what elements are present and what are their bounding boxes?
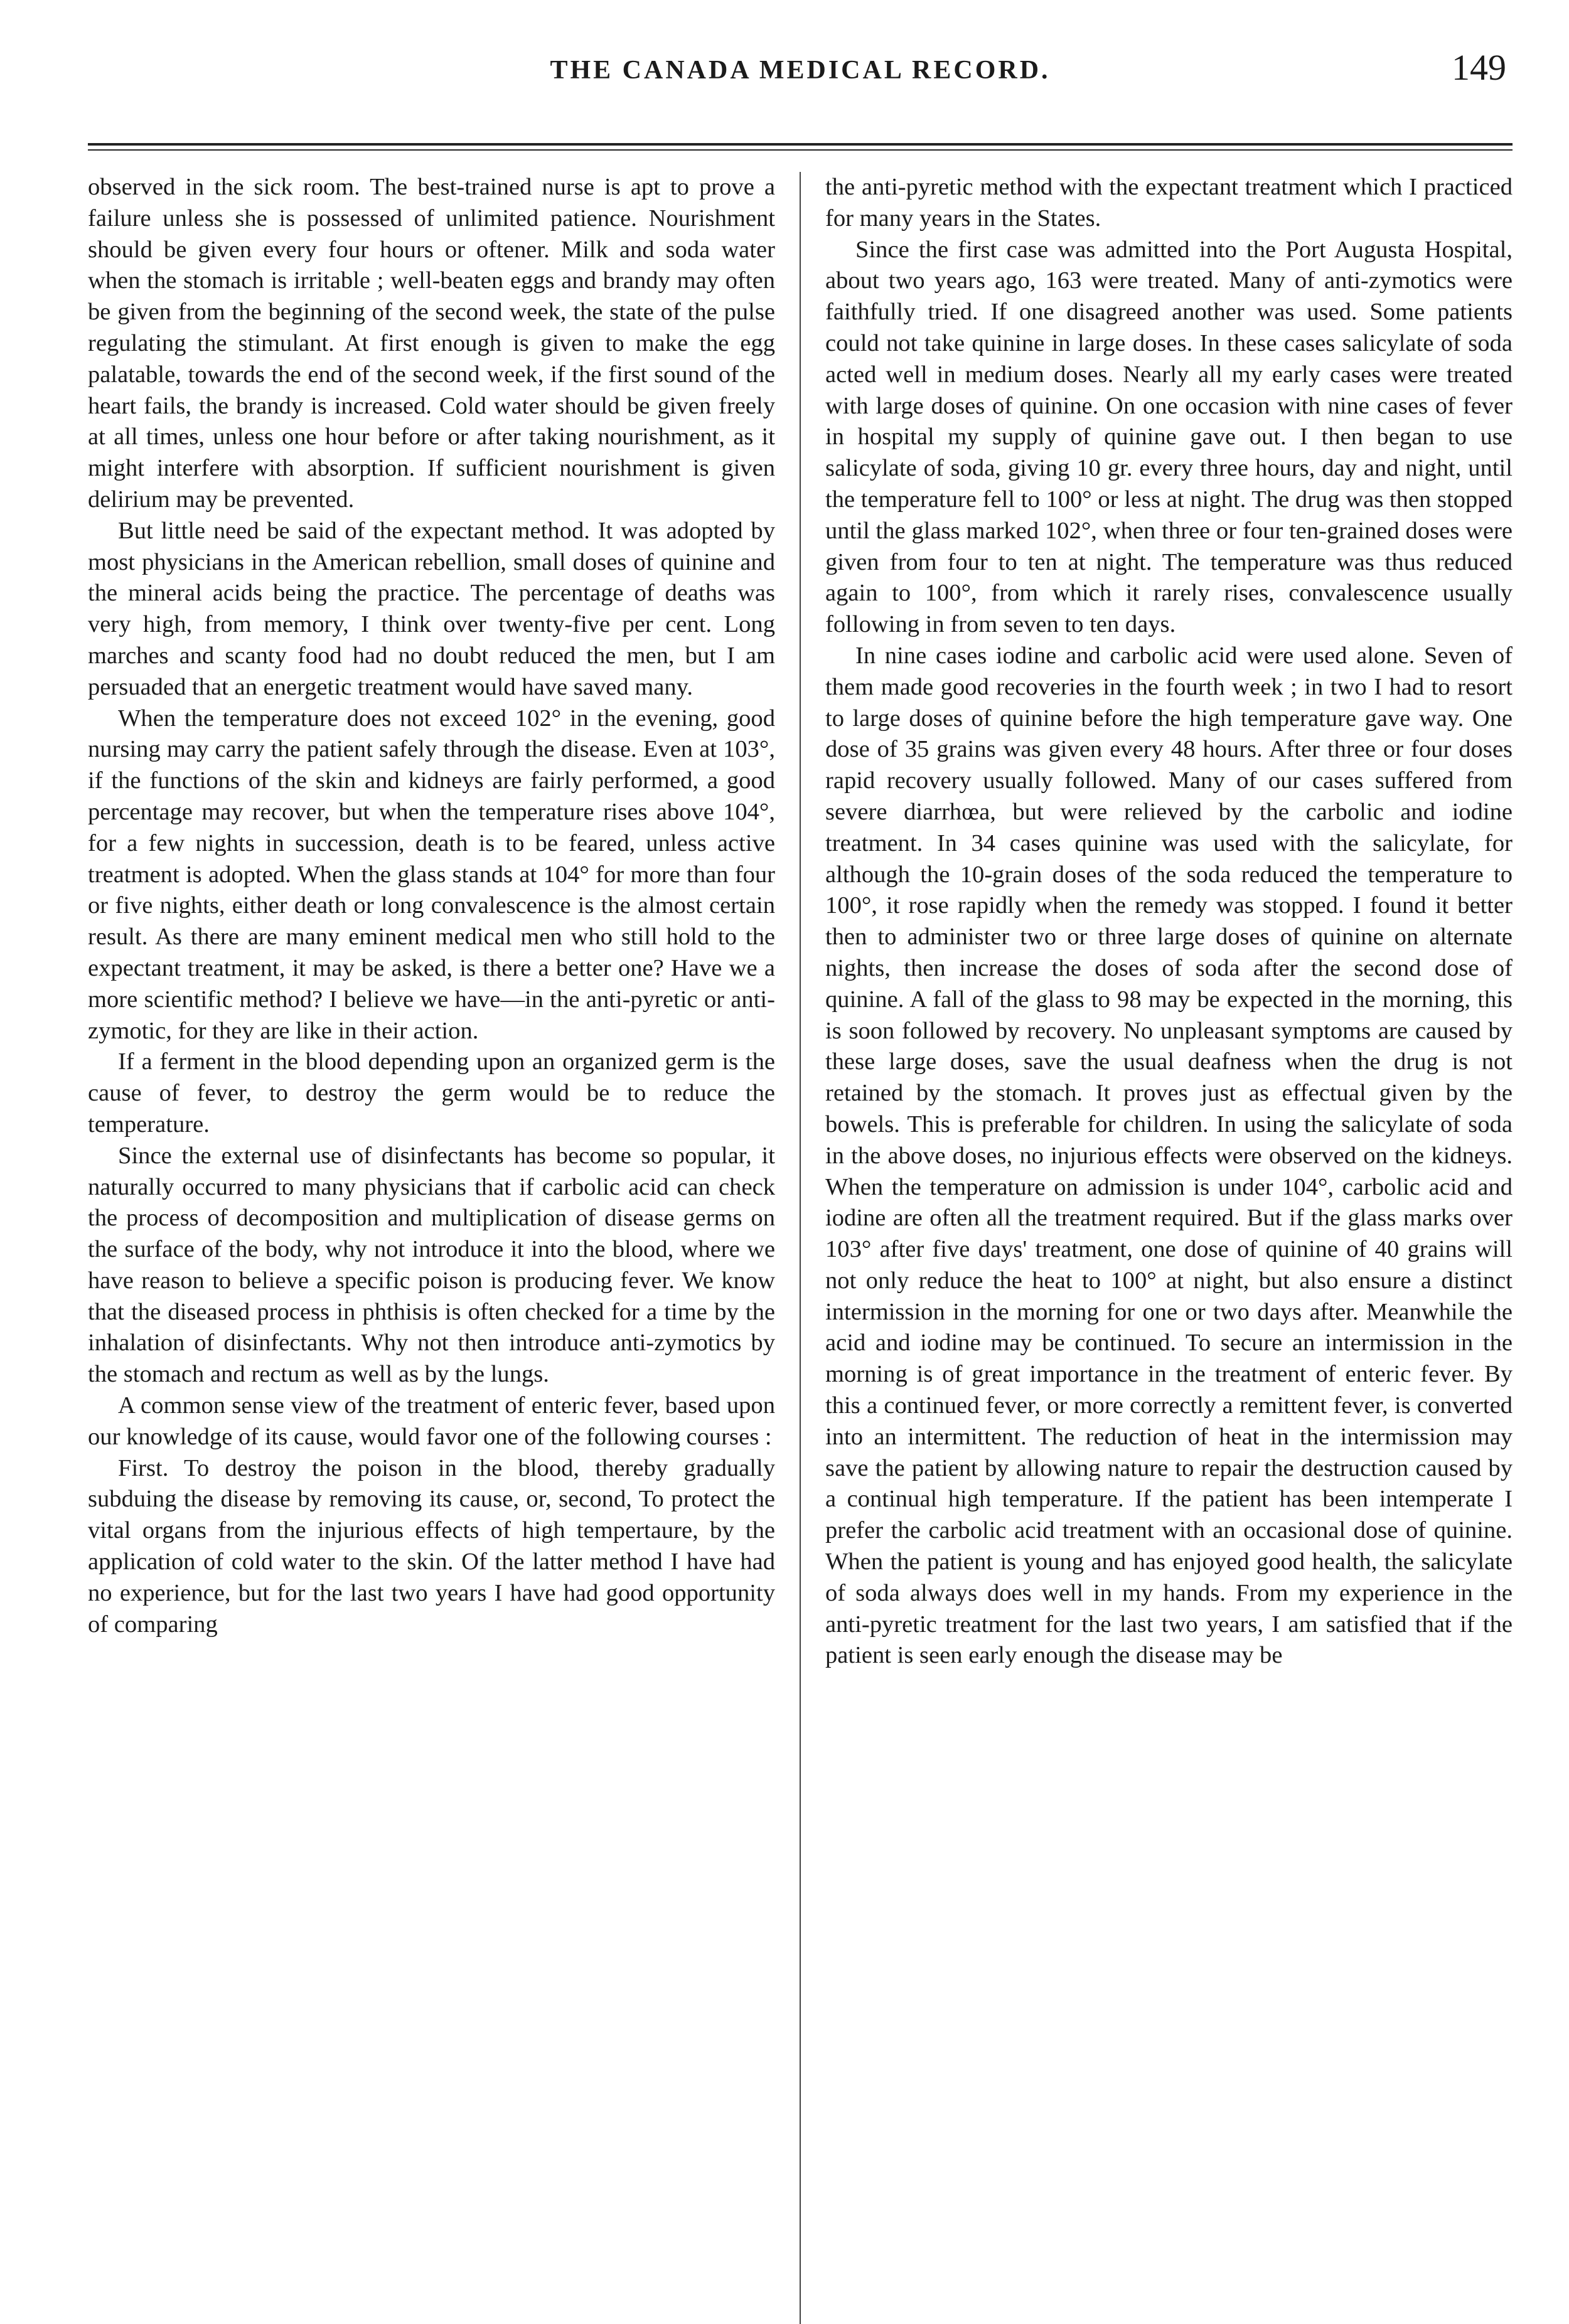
column-divider (800, 172, 801, 2324)
paragraph: If a ferment in the blood depending upon an organized germ is the cause of fever, to destroy the germ would be to reduce the temperature. (88, 1048, 775, 1138)
right-column (825, 172, 1513, 2324)
journal-title: THE CANADA MEDICAL RECORD. (550, 56, 1051, 85)
paragraph: In nine cases iodine and carbolic acid were used alone. Seven of them made good recoveries in the fourth week ; in two I had to resort to large doses of quinine before the high temperature gave way. One dose of 35 grains was given every 48 hours. After three or four doses rapid recovery usually followed. Many of our cases suffered from severe diarrhœa, but were relieved by the carbolic and iodine treatment. In 34 cases quinine was used with the salicylate, for although the 10-grain doses of the soda reduced the temperature to 100°, it rose rapidly when the remedy was stopped. I found it better then to administer two or three large doses of quinine on alternate nights, then increase the doses of soda after the second dose of quinine. A fall of the glass to 98 may be expected in the morning, this is soon followed by recovery. No unpleasant symptoms are caused by these large doses, save the usual deafness when the drug is not retained by the stomach. It proves just as effectual given by the bowels. This is preferable for children. In using the salicylate of soda in the above doses, no injurious effects were observed on the kidneys. When the temperature on admission is under 104°, carbolic acid and iodine are often all the treatment required. But if the glass marks over 103° after five days' treatment, one dose of quinine of 40 grains will not only reduce the heat to 100° at night, but also ensure a distinct intermission in the morning for one or two days after. Meanwhile the acid and iodine may be continued. To secure an intermission in the morning is of great importance in the treatment of enteric fever. By this a continued fever, or more correctly a remittent fever, is converted into an intermittent. The reduction of heat in the intermission may save the patient by allowing nature to repair the destruction caused by a continual high temperature. If the patient has been intemperate I prefer the carbolic acid treatment with an occasional dose of quinine. When the patient is young and has enjoyed good health, the salicylate of soda always does well in my hands. From my experience in the anti-pyretic treatment for the last two years, I am satisfied that if the patient is seen early enough the disease may be (825, 642, 1513, 1669)
left-column (88, 172, 775, 2324)
header-rule-thick (88, 143, 1513, 146)
paragraph: Since the external use of disinfectants has become so popular, it naturally occurred to many physicians that if carbolic acid can check the process of decomposition and multiplication of disease germs on the surface of the body, why not introduce it into the blood, where we have reason to believe a specific poison is producing fever. We know that the diseased process in phthisis is often checked for a time by the inhalation of disinfectants. Why not then introduce anti-zymotics by the stomach and rectum as well as by the lungs. (88, 1142, 775, 1388)
running-head (88, 38, 1513, 107)
paragraph: A common sense view of the treatment of enteric fever, based upon our knowledge of its cause, would favor one of the following courses : (88, 1392, 775, 1450)
paragraph: First. To destroy the poison in the blood, thereby gradually subduing the disease by removing its cause, or, second, To protect the vital organs from the injurious effects of high tempertaure, by the application of cold water to the skin. Of the latter method I have had no experience, but for the last two years I have had good opportunity of comparing (88, 1454, 775, 1638)
header-rule-thin (88, 149, 1513, 151)
paragraph: When the temperature does not exceed 102° in the evening, good nursing may carry the patient safely through the disease. Even at 103°, if the functions of the skin and kidneys are fairly performed, a good percentage may recover, but when the temperature rises above 104°, for a few nights in succession, death is to be feared, unless active treatment is adopted. When the glass stands at 104° for more than four or five nights, either death or long convalescence is the almost certain result. As there are many eminent medical men who still hold to the expectant treatment, it may be asked, is there a better one? Have we a more scientific method? I believe we have—in the anti-pyretic or anti-zymotic, for they are like in their action. (88, 705, 775, 1044)
paragraph: the anti-pyretic method with the expectant treatment which I practiced for many years in the States. (825, 174, 1513, 232)
paragraph: But little need be said of the expectant method. It was adopted by most physicians in the American rebellion, small doses of quinine and the mineral acids being the practice. The percentage of deaths was very high, from memory, I think over twenty-five per cent. Long marches and scanty food had no doubt reduced the men, but I am persuaded that an energetic treatment would have saved many. (88, 517, 775, 700)
paragraph: observed in the sick room. The best-trained nurse is apt to prove a failure unless she is possessed of unlimited patience. Nourishment should be given every four hours or oftener. Milk and soda water when the stomach is irritable ; well-beaten eggs and brandy may often be given from the beginning of the second week, the state of the pulse regulating the stimulant. At first enough is given to make the egg palatable, towards the end of the second week, if the first sound of the heart fails, the brandy is increased. Cold water should be given freely at all times, unless one hour before or after taking nourishment, as it might interfere with absorption. If sufficient nourishment is given delirium may be prevented. (88, 174, 775, 513)
page-number: 149 (1452, 47, 1506, 88)
paragraph: Since the first case was admitted into the Port Augusta Hospital, about two years ago, 163 were treated. Many of anti-zymotics were faithfully tried. If one disagreed another was used. Some patients could not take quinine in large doses. In these cases salicylate of soda acted well in medium doses. Nearly all my early cases were treated with large doses of quinine. On one occasion with nine cases of fever in hospital my supply of quinine gave out. I then began to use salicylate of soda, giving 10 gr. every three hours, day and night, until the temperature fell to 100° or less at night. The drug was then stopped until the glass marked 102°, when three or four ten-grained doses were given from four to ten at night. The temperature was thus reduced again to 100°, from which it rarely rises, convalescence usually following in from seven to ten days. (825, 236, 1513, 638)
two-column-body (88, 172, 1513, 2324)
